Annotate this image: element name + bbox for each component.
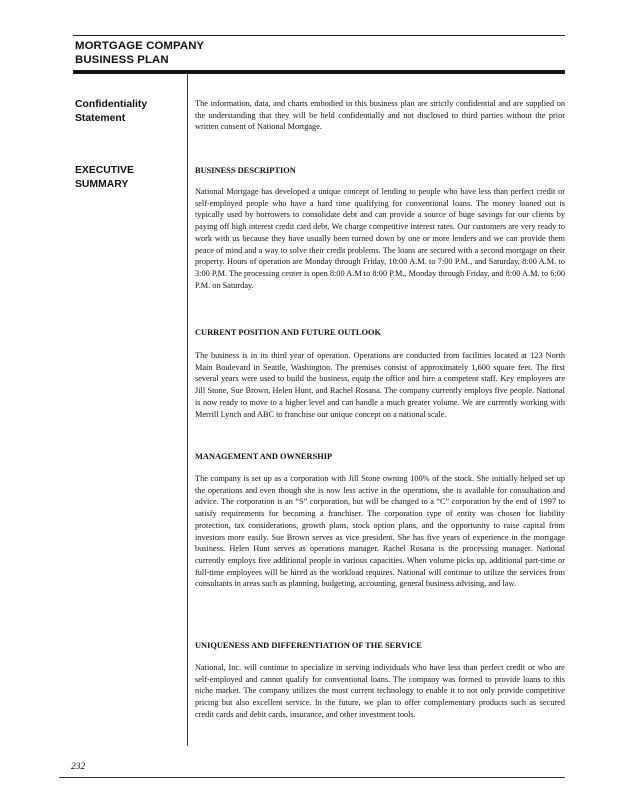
confidentiality-heading: [75, 98, 180, 125]
top-rule: [73, 35, 565, 36]
confidentiality-heading-line-2: Statement: [75, 112, 126, 124]
footer-rule: [59, 777, 565, 778]
section-heading-current-position: CURRENT POSITION AND FUTURE OUTLOOK: [195, 328, 381, 337]
document-title-line-2: BUSINESS PLAN: [75, 53, 169, 66]
confidentiality-statement-text: The information, data, and charts embodied in this business plan are strictly confidential and are supplied on the understanding that they will be held confidentially and not disclosed to third parties without the prior written consent of National Mortgage.: [195, 99, 565, 132]
column-divider: [187, 74, 188, 746]
section-heading-uniqueness: UNIQUENESS AND DIFFERENTIATION OF THE SERVICE: [195, 641, 422, 650]
page-number: 232: [71, 762, 86, 772]
document-title: [75, 40, 375, 67]
section-heading-business-description: BUSINESS DESCRIPTION: [195, 166, 296, 175]
title-divider: [73, 70, 565, 74]
confidentiality-heading-line-1: Confidentiality: [75, 99, 148, 110]
document-title-line-1: MORTGAGE COMPANY: [75, 40, 205, 52]
section-heading-management: MANAGEMENT AND OWNERSHIP: [195, 452, 333, 461]
section-body-management: The company is set up as a corporation with Jill Stone owning 100% of the stock. She initially helped set up the operations and even though she is now less active in the operations, she is available for consultation and advice. The corporation is an “S” corporation, but will be changed to a “C” corporation by the end of 1997 to satisfy requirements for becoming a franchiser. The corporation type of entity was chosen for liability protection, tax considerations, growth plans, stock option plans, and the opportunity to raise capital from investors more easily. Sue Brown serves as vice president. She has five years of experience in the mortgage business. Helen Hunt serves as operations manager. Rachel Rosana is the processing manager. National currently employs five additional people in various capacities. When volume picks up, additional part-time or full-time employees will be hired as the workload requires. National will continue to utilize the services from consultants in areas such as planning, budgeting, accounting, general business advising, and law.: [195, 474, 565, 589]
section-body-uniqueness: National, Inc. will continue to specialize in serving individuals who have less than perfect credit or who are self-employed and cannot qualify for conventional loans. The company was formed to provide loans to this niche market. The company utilizes the most current technology to enable it to not only provide competitive pricing but also excellent service. In the future, we plan to offer complementary products such as secured credit cards and debit cards, insurance, and other investment tools.: [195, 663, 565, 719]
executive-summary-heading-line-1: EXECUTIVE: [75, 165, 134, 176]
executive-summary-heading: [75, 164, 180, 191]
executive-summary-heading-line-2: SUMMARY: [75, 178, 129, 190]
section-body-business-description: National Mortgage has developed a unique concept of lending to people who have less than perfect credit or self-employed people who have a hard time qualifying for conventional loans. The money loaned out is typically used by borrowers to consolidate debt and can provide a source of huge savings for our clients by paying off high interest credit card debt. We charge competitive interest rates. Our customers are very ready to work with us because they have usually been turned down by one or more lenders and we can provide them peace of mind and a way to solve their credit problems. The loans are secured with a second mortgage on their property. Hours of operation are Monday through Friday, 10:00 A.M. to 7:00 P.M., and Saturday, 8:00 A.M. to 3:00 P.M. The processing center is open 8:00 A.M to 8:00 P.M., Monday through Friday, and 8:00 A.M. to 6:00 P.M. on Saturday.: [195, 187, 565, 290]
section-body-current-position: The business is in its third year of operation. Operations are conducted from facilities located at 123 North Main Boulevard in Seattle, Washington. The premises consist of approximately 1,600 square feet. The first several years were used to build the business, equip the office and hire a competent staff. Key employees are Jill Stone, Sue Brown, Helen Hunt, and Rachel Rosana. The company currently employs five people. National is now ready to move to a higher level and can handle a much greater volume. We are currently working with Merrill Lynch and ABC to franchise our unique concept on a national scale.: [195, 351, 565, 419]
